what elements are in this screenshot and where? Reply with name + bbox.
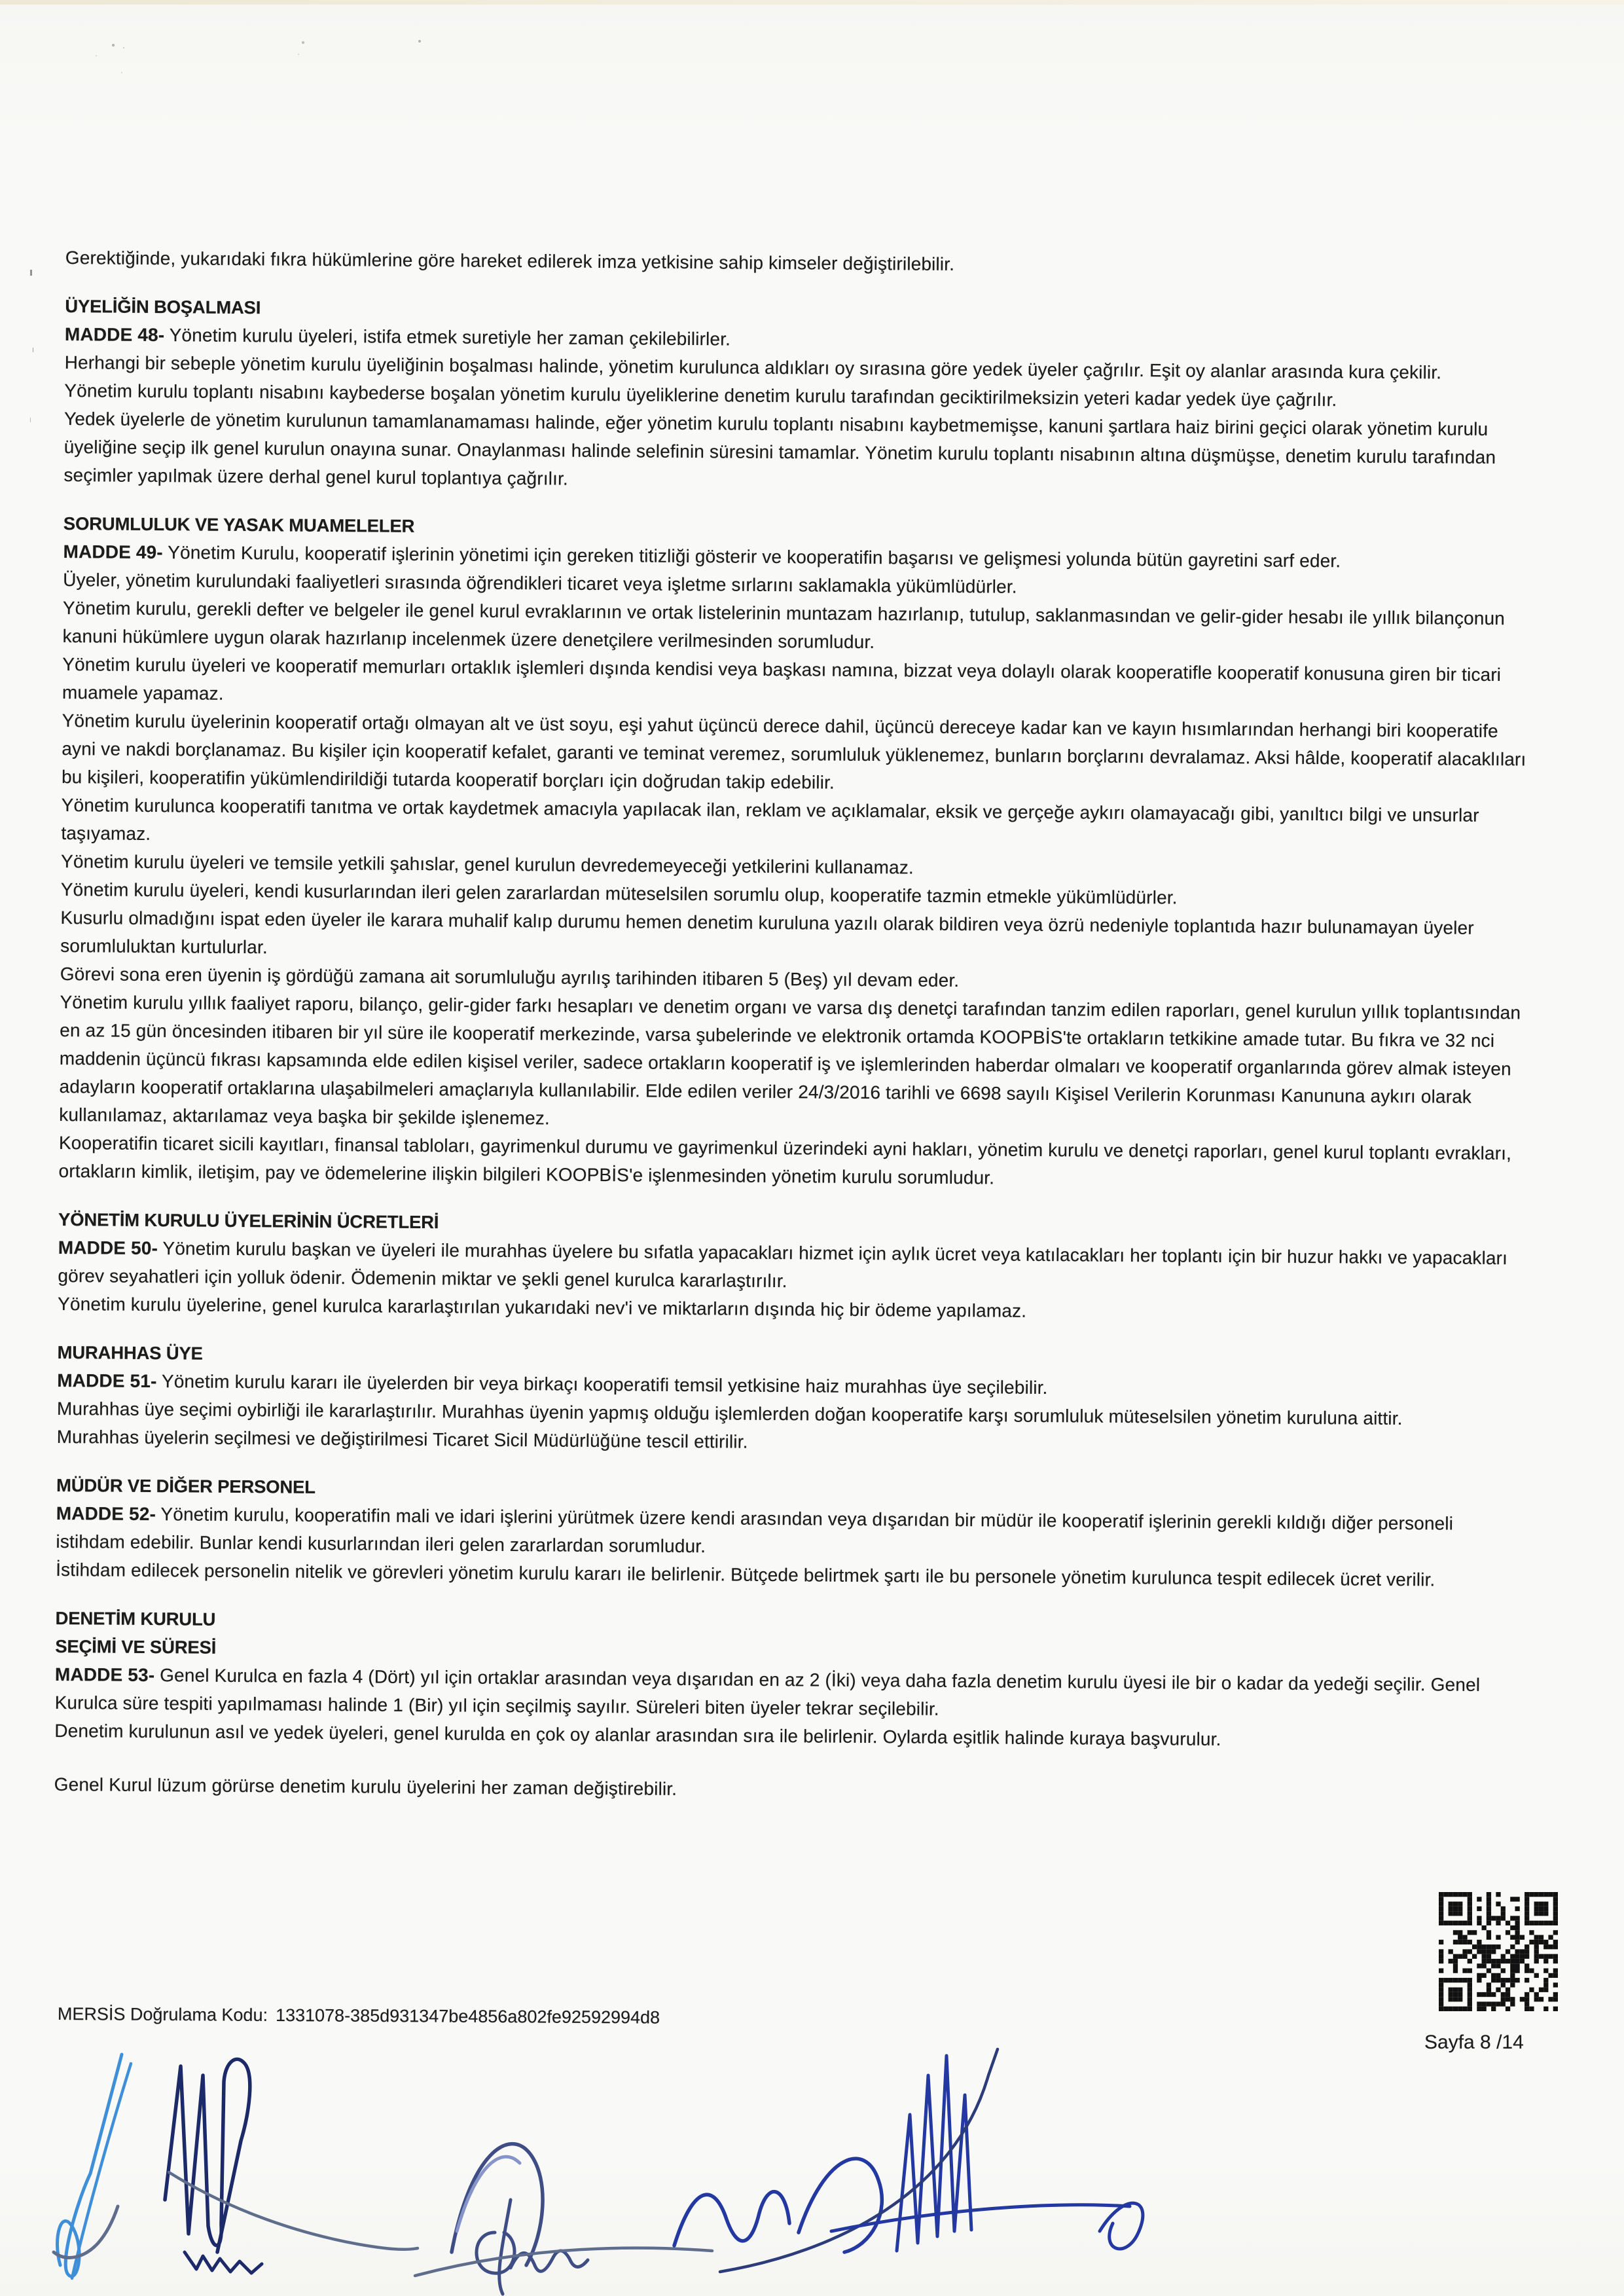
document-section (63, 292, 1600, 500)
text-line: Üyeler, yönetim kurulundaki faaliyetleri sırasında öğrendikleri ticaret veya işletme sırlarını saklamakla yükümlüdürler. (63, 569, 1017, 597)
mersis-verification-line (58, 2001, 660, 2031)
document-section (54, 1770, 1589, 1810)
document-text-column (54, 244, 1600, 1810)
text-line: MADDE 52- Yönetim kurulu, kooperatifin mali ve idari işlerini yürütmek üzere kendi arasından veya dışarıdan bir müdür ile kooperatif işlerinin gerekli kıldığı diğer personeli (56, 1503, 1454, 1534)
mersis-verification-label: MERSİS Doğrulama Kodu: (57, 2004, 268, 2025)
section-heading: ÜYELİĞİN BOŞALMASI (65, 295, 261, 318)
document-section (56, 1471, 1591, 1595)
qr-code (1439, 1892, 1558, 2011)
document-section (54, 1604, 1591, 1756)
text-line: sorumluluktan kurtulurlar. (60, 935, 268, 958)
text-line: Yönetim kurulunca kooperatifi tanıtma ve ortak kaydetmek amacıyla yapılacak ilan, reklam ve açıklamalar, eksik ve gerçeğe aykırı olamayacağı gibi, yanıltıcı bilgi ve unsurlar (61, 794, 1479, 826)
text-line: İstihdam edilecek personelin nitelik ve görevleri yönetim kurulu kararı ile belirlenir. Bütçede belirtmek şartı ile bu personele yönetim kurulunca tespit edilecek ücret verilir. (56, 1559, 1435, 1590)
article-number: MADDE 49- (63, 541, 163, 563)
text-line: Yönetim kurulu üyeleri ve temsile yetkili şahıslar, genel kurulun devredemeyeceği yetkilerini kullanamaz. (60, 850, 914, 878)
document-body (54, 292, 1600, 1810)
text-line: üyeliğine seçip ilk genel kurulun onayına sunar. Onaylanması halinde selefinin süresini tamamlar. Yönetim kurulu toplantı nisabının altına düşmüşse, denetim kurulu tarafından (63, 436, 1496, 468)
text-line: Kooperatifin ticaret sicili kayıtları, finansal tabloları, gayrimenkul durumu ve gayrimenkul üzerindeki ayni hakları, yönetim kurulu ve denetçi raporları, genel kurul toplantı evrakları, (58, 1132, 1512, 1164)
text-line: Murahhas üye seçimi oybirliği ile kararlaştırılır. Murahhas üyenin yapmış olduğu işlemlerden doğan kooperatife karşı sorumluluk müteselsilen yönetim kuruluna aittir. (56, 1398, 1403, 1429)
scan-edge-artifact (0, 0, 1624, 5)
text-line: Herhangi bir sebeple yönetim kurulu üyeliğinin boşalması halinde, yönetim kurulunca aldıkları oy sırasına göre yedek üyeler çağrılır. Eşit oy alanlar arasında kura çekilir. (64, 352, 1442, 383)
text-line: MADDE 49- Yönetim Kurulu, kooperatif işlerinin yönetimi için gereken titizliği gösterir ve kooperatifin başarısı ve gelişmesi yolunda bütün gayretini sarf eder. (63, 541, 1341, 572)
section-heading: SEÇİMİ VE SÜRESİ (55, 1635, 217, 1658)
text-line: Yönetim kurulu yıllık faaliyet raporu, bilanço, gelir-gider farkı hesapları ve denetim organı ve varsa dış denetçi tarafından tanzim edilen raporları, genel kurulun yıllık toplantısından (60, 991, 1521, 1023)
document-section (58, 1205, 1593, 1329)
text-line: MADDE 50- Yönetim kurulu başkan ve üyeleri ile murahhas üyelere bu sıfatla yapacakları hizmet için aylık ücret veya katılacakları her toplantı için bir huzur hakkı ve yapacakları (58, 1237, 1508, 1269)
article-number: MADDE 53- (54, 1664, 155, 1686)
text-line: seçimler yapılmak üzere derhal genel kurul toplantıya çağrılır. (63, 464, 568, 489)
text-line: MADDE 48- Yönetim kurulu üyeleri, istifa etmek suretiyle her zaman çekilebilirler. (64, 323, 731, 350)
signature-ink (51, 2035, 1203, 2296)
text-line: görev seyahatleri için yolluk ödenir. Ödemenin miktar ve şekli genel kurulca kararlaştırılır. (58, 1265, 787, 1292)
text-line: Murahhas üyelerin seçilmesi ve değiştirilmesi Ticaret Sicil Müdürlüğüne tescil ettirilir. (56, 1426, 748, 1452)
article-number: MADDE 50- (58, 1237, 158, 1259)
text-line: maddenin üçüncü fıkrası kapsamında elde edilen kişisel veriler, sadece ortakların kooperatif iş ve işlemlerinden haberdar olmaları ve kooperatif organlarında görev almak isteyen (59, 1048, 1511, 1080)
article-number: MADDE 48- (64, 323, 165, 346)
text-line: bu kişileri, kooperatifin yükümlendirildiği tutarda kooperatif borçları için doğrudan takip edebilir. (61, 766, 835, 793)
document-section (56, 1338, 1592, 1462)
section-heading: YÖNETİM KURULU ÜYELERİNİN ÜCRETLERİ (58, 1209, 439, 1233)
text-line: MADDE 53- Genel Kurulca en fazla 4 (Dört) yıl için ortaklar arasından veya dışarıdan en az 2 (İki) veya daha fazla denetim kurulu üyesi ile bir o kadar da yedeği seçilir. Genel (54, 1664, 1481, 1695)
text-line: Genel Kurul lüzum görürse denetim kurulu üyelerini her zaman değiştirebilir. (54, 1774, 677, 1799)
text-line: ayni ve nakdi borçlanamaz. Bu kişiler için kooperatif kefalet, garanti ve teminat veremez, sorumluluk yüklenemez, bunların borçlarını devralamaz. Aksi hâlde, kooperatif alacaklıları (62, 738, 1526, 770)
text-line: Yönetim kurulu üyelerine, genel kurulca kararlaştırılan yukarıdaki nev'i ve miktarların dışında hiç bir ödeme yapılamaz. (58, 1293, 1027, 1321)
text-line: Yönetim kurulu üyeleri, kendi kusurlarından ileri gelen zararlardan müteselsilen sorumlu olup, kooperatife tazmin etmekle yükümlüdürler. (60, 879, 1178, 908)
text-line: Kurulca süre tespiti yapılmaması halinde 1 (Bir) yıl için seçilmiş sayılır. Süreleri biten üyeler tekrar seçilebilir. (54, 1692, 939, 1719)
text-line: muamele yapamaz. (62, 682, 224, 704)
text-line: Yönetim kurulu üyelerinin kooperatif ortağı olmayan alt ve üst soyu, eşi yahut üçüncü derece dahil, üçüncü dereceye kadar kan ve kayın hısımlarından herhangi biri kooperatife (62, 710, 1498, 742)
scan-speckles (0, 0, 1, 1)
text-line: ortakların kimlik, iletişim, pay ve ödemelerine ilişkin bilgileri KOOPBİS'e işlenmesinden yönetim kurulu sorumludur. (58, 1160, 995, 1188)
scan-binding-marks (30, 270, 32, 276)
section-heading: SORUMLULUK VE YASAK MUAMELELER (63, 513, 415, 536)
text-line: MADDE 51- Yönetim kurulu kararı ile üyelerden bir veya birkaçı kooperatifi temsil yetkisine haiz murahhas üye seçilebilir. (57, 1370, 1048, 1398)
text-line: Kusurlu olmadığını ispat eden üyeler ile karara muhalif kalıp durumu hemen denetim kuruluna yazılı olarak bildiren veya özrü nedeniyle toplantıda hazır bulunamayan üyeler (60, 907, 1474, 938)
text-line: Yedek üyelerle de yönetim kurulunun tamamlanamaması halinde, eğer yönetim kurulu toplantı nisabını kaybetmemişse, kanuni şartlara haiz birini geçici olarak yönetim kurulu (63, 408, 1489, 439)
section-heading: DENETİM KURULU (55, 1607, 216, 1630)
section-heading: MURAHHAS ÜYE (57, 1341, 203, 1364)
text-line: Yönetim kurulu toplantı nisabını kaybederse boşalan yönetim kurulu üyeliklerine denetim kurulu tarafından geciktirilmeksizin yeteri kadar yedek üye çağrılır. (64, 380, 1337, 410)
text-line: en az 15 gün öncesinden itibaren bir yıl süre ile kooperatif merkezinde, varsa şubelerinde ve elektronik ortamda KOOPBİS'te ortakların tetkikine amade tutar. Bu fıkra ve 32 nci (60, 1019, 1495, 1051)
mersis-verification-code: 1331078-385d931347be4856a802fe92592994d8 (275, 2005, 660, 2028)
page-number: Sayfa 8 /14 (1424, 2032, 1524, 2053)
text-line: Yönetim kurulu, gerekli defter ve belgeler ile genel kurul evraklarının ve ortak listelerinin muntazam hazırlanıp, tutulup, saklanmasından ve gelir-gider hesabı ile yıllık bilançonun (62, 597, 1506, 629)
document-section (58, 509, 1598, 1196)
text-line: kullanılamaz, aktarılamaz veya başka bir şekilde işlenemez. (59, 1104, 550, 1129)
text-line: taşıyamaz. (61, 822, 151, 844)
article-number: MADDE 52- (56, 1503, 156, 1525)
text-line: Yönetim kurulu üyeleri ve kooperatif memurları ortaklık işlemleri dışında kendisi veya başkası namına, bizzat veya dolaylı olarak kooperatifle kooperatif konusuna giren bir ticari (62, 653, 1502, 685)
text-line: Görevi sona eren üyenin iş gördüğü zamana ait sorumluluğu ayrılış tarihinden itibaren 5 (Beş) yıl devam eder. (60, 963, 960, 991)
article-number: MADDE 51- (57, 1370, 157, 1392)
text-line: istihdam edebilir. Bunlar kendi kusurlarından ileri gelen zararlardan sorumludur. (56, 1531, 706, 1557)
text-line: Denetim kurulunun asıl ve yedek üyeleri, genel kurulda en çok oy alanlar arasından sıra ile belirlenir. Oylarda eşitlik halinde kuraya başvurulur. (54, 1720, 1221, 1750)
intro-paragraph: Gerektiğinde, yukarıdaki fıkra hükümlerine göre hareket edilerek imza yetkisine sahip kimseler değiştirilebilir. (65, 247, 955, 274)
section-heading: MÜDÜR VE DİĞER PERSONEL (56, 1474, 316, 1497)
text-line: adayların kooperatif ortaklarına ulaşabilmeleri amaçlarıyla kullanılabilir. Elde edilen veriler 24/3/2016 tarihli ve 6698 sayılı Kişisel Verilerin Korunması Kanununa aykırı olarak (59, 1076, 1472, 1107)
text-line: kanuni hükümlere uygun olarak hazırlanıp incelenmek üzere denetçilere verilmesinden sorumludur. (62, 625, 875, 653)
